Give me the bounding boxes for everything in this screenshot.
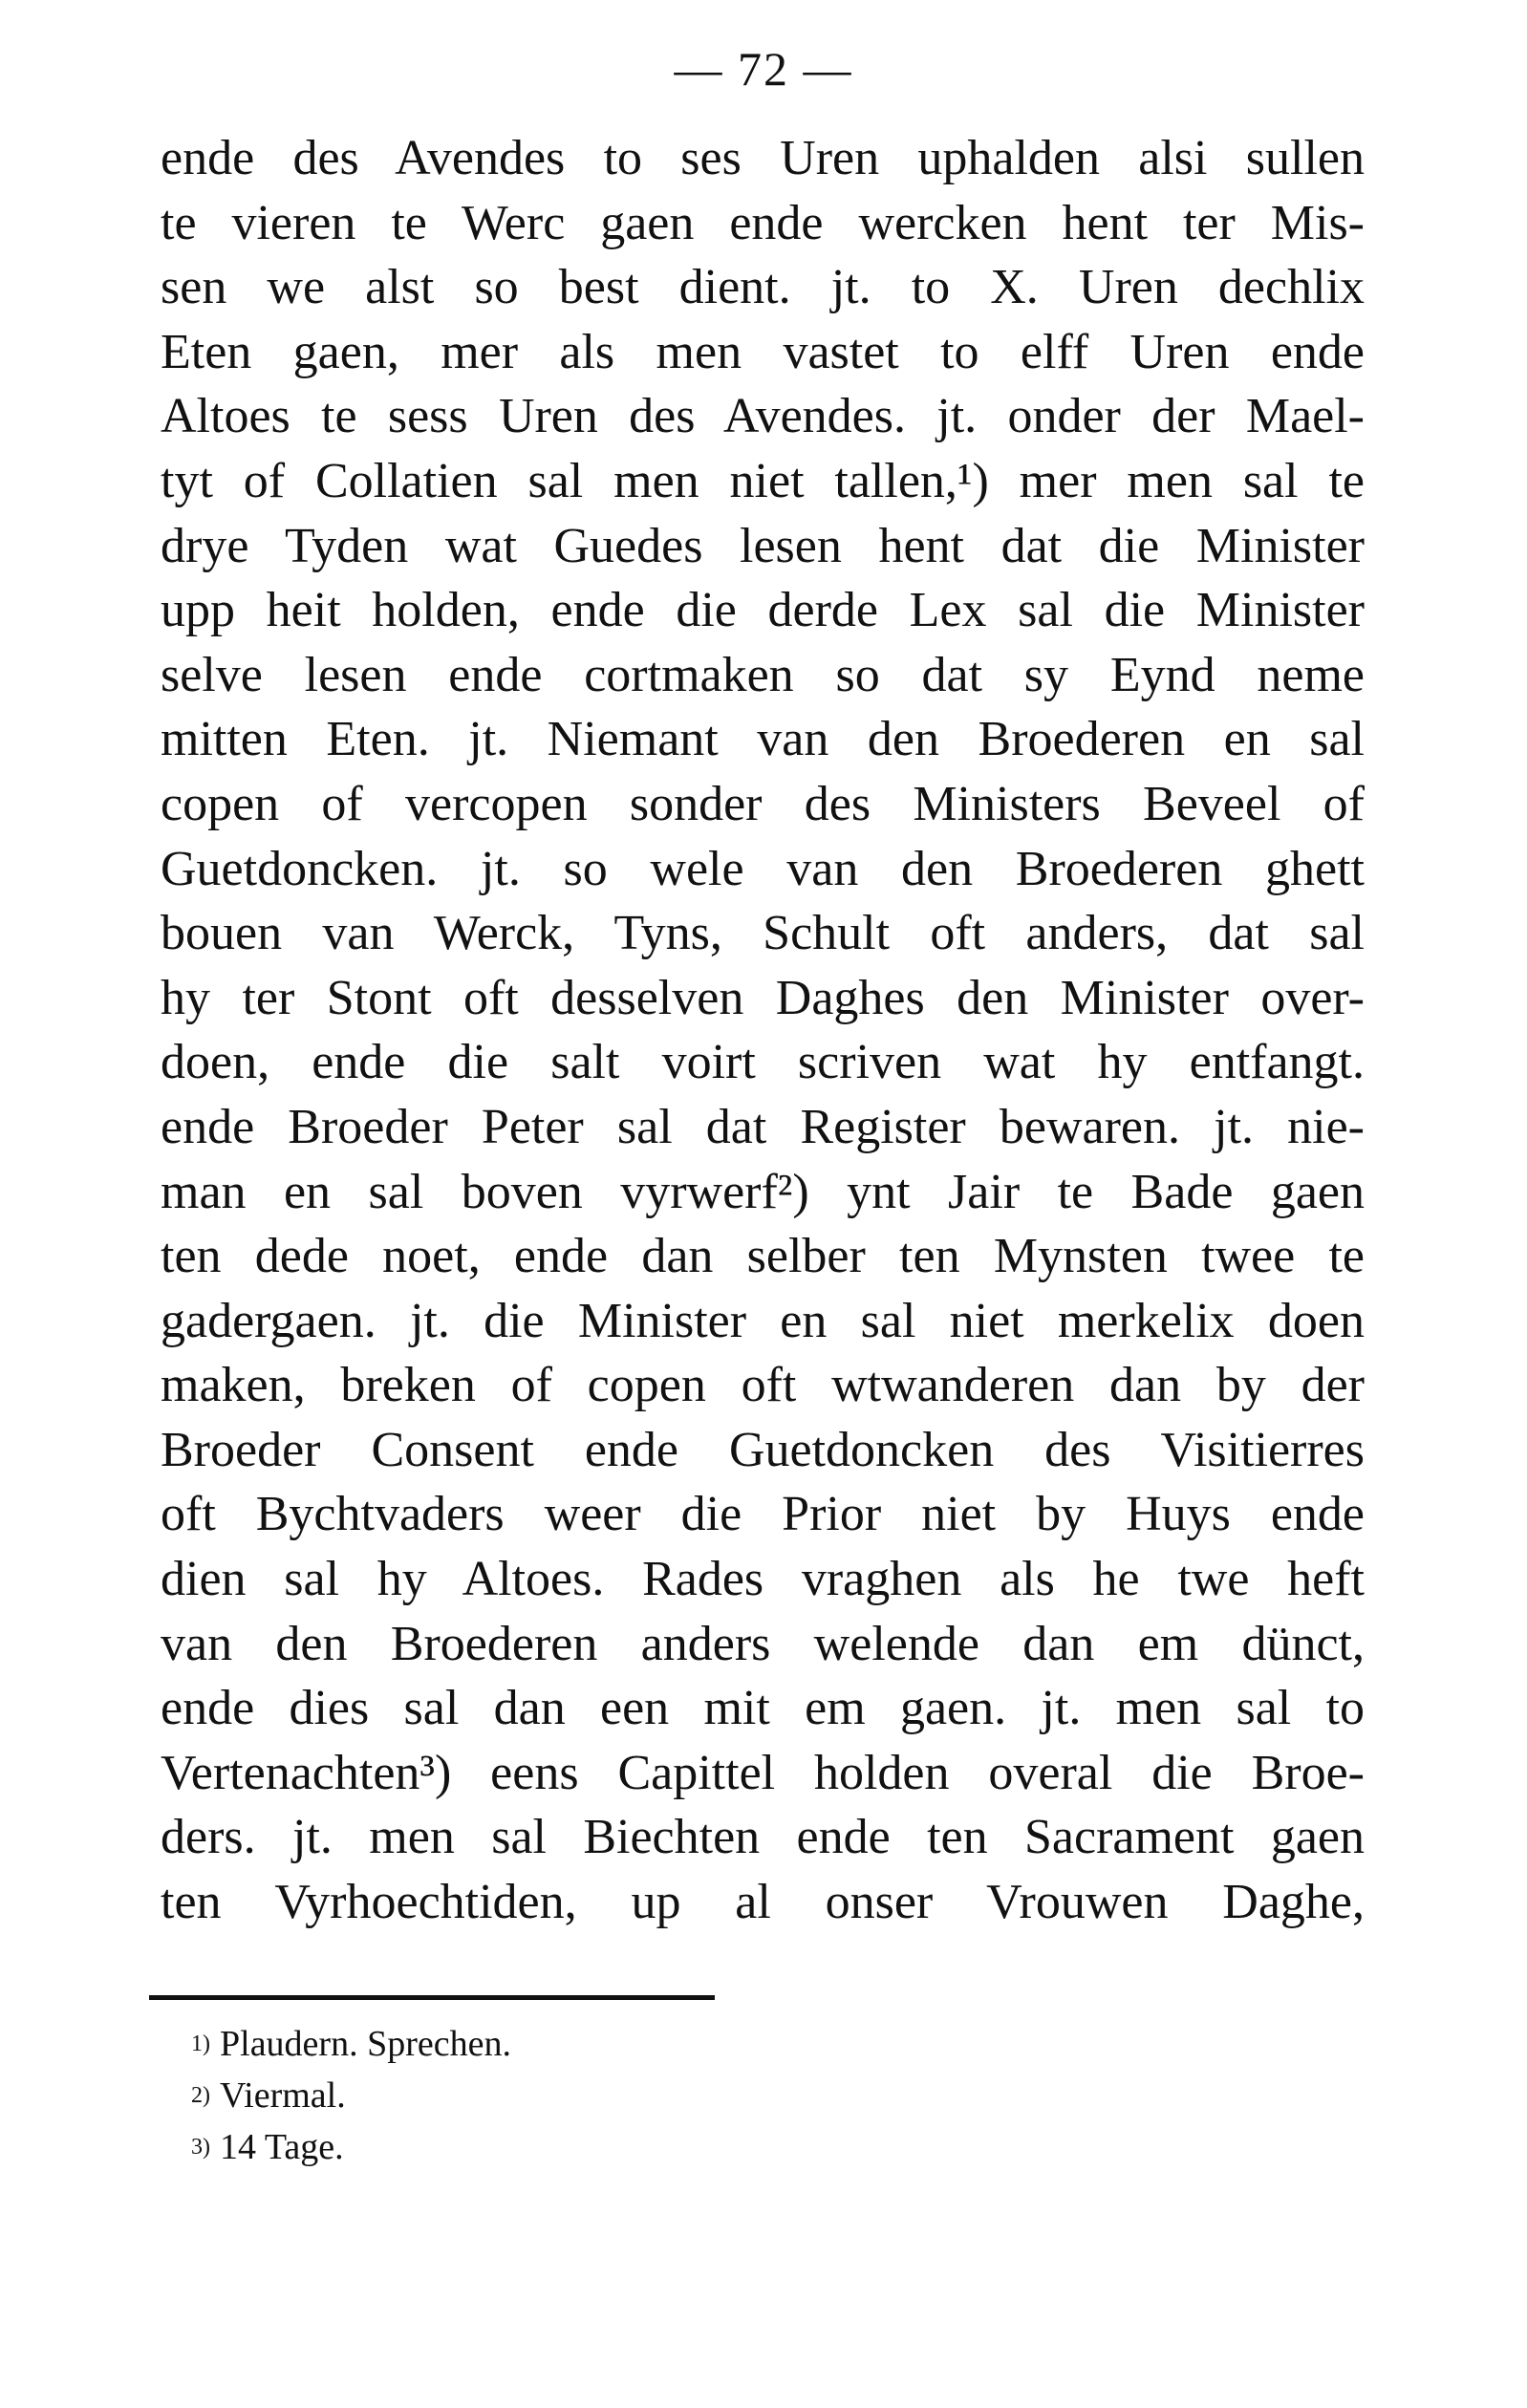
footnote xyxy=(191,2070,1147,2121)
text-line: ten Vyrhoechtiden, up al onser Vrouwen Daghe, xyxy=(161,1875,1365,1930)
text-line: Broeder Consent ende Guetdoncken des Visitierres xyxy=(161,1422,1365,1477)
footnote-marker: 2) xyxy=(191,2083,210,2108)
footnote-marker: 1) xyxy=(191,2032,210,2056)
text-line: selve lesen ende cortmaken so dat sy Eynd neme xyxy=(161,647,1365,702)
text-line: dien sal hy Altoes. Rades vraghen als he twe heft xyxy=(161,1552,1365,1607)
text-line: Guetdoncken. jt. so wele van den Broederen ghett xyxy=(161,841,1365,896)
text-line: Eten gaen, mer als men vastet to elff Uren ende xyxy=(161,324,1365,379)
text-line: gadergaen. jt. die Minister en sal niet merkelix doen xyxy=(161,1293,1365,1348)
text-line: mitten Eten. jt. Niemant van den Broederen en sal xyxy=(161,712,1365,767)
text-line: Vertenachten³) eens Capittel holden overal die Broe- xyxy=(161,1745,1365,1800)
footnote-text: Viermal. xyxy=(220,2075,346,2116)
footnotes xyxy=(191,2018,1147,2173)
text-line: ende dies sal dan een mit em gaen. jt. men sal to xyxy=(161,1681,1365,1736)
text-line: te vieren te Werc gaen ende wercken hent ter Mis- xyxy=(161,195,1365,250)
body-text xyxy=(161,126,1365,1935)
text-line: tyt of Collatien sal men niet tallen,¹) mer men sal te xyxy=(161,453,1365,508)
text-line: copen of vercopen sonder des Ministers Beveel of xyxy=(161,776,1365,831)
text-line: ders. jt. men sal Biechten ende ten Sacrament gaen xyxy=(161,1810,1365,1865)
text-line: ende des Avendes to ses Uren uphalden alsi sullen xyxy=(161,131,1365,185)
text-line: oft Bychtvaders weer die Prior niet by Huys ende xyxy=(161,1487,1365,1542)
text-line: bouen van Werck, Tyns, Schult oft anders, dat sal xyxy=(161,906,1365,961)
page-number: — 72 — xyxy=(674,42,853,96)
text-line: ende Broeder Peter sal dat Register bewaren. jt. nie- xyxy=(161,1099,1365,1154)
footnote-rule xyxy=(149,1995,715,2000)
text-line: doen, ende die salt voirt scriven wat hy entfangt. xyxy=(161,1035,1365,1090)
text-line: upp heit holden, ende die derde Lex sal die Minister xyxy=(161,583,1365,638)
text-line: man en sal boven vyrwerf²) ynt Jair te Bade gaen xyxy=(161,1164,1365,1219)
footnote xyxy=(191,2121,1147,2173)
text-line: ten dede noet, ende dan selber ten Mynsten twee te xyxy=(161,1229,1365,1284)
text-line: hy ter Stont oft desselven Daghes den Minister over- xyxy=(161,970,1365,1025)
text-line: drye Tyden wat Guedes lesen hent dat die Minister xyxy=(161,518,1365,573)
footnote-text: 14 Tage. xyxy=(220,2127,344,2167)
text-line: van den Broederen anders welende dan em dünct, xyxy=(161,1616,1365,1671)
text-line: Altoes te sess Uren des Avendes. jt. onder der Mael- xyxy=(161,389,1365,444)
text-line: maken, breken of copen oft wtwanderen dan by der xyxy=(161,1358,1365,1413)
footnote xyxy=(191,2018,1147,2070)
footnote-text: Plaudern. Sprechen. xyxy=(220,2024,511,2064)
text-line: sen we alst so best dient. jt. to X. Uren dechlix xyxy=(161,260,1365,315)
footnote-marker: 3) xyxy=(191,2135,210,2160)
